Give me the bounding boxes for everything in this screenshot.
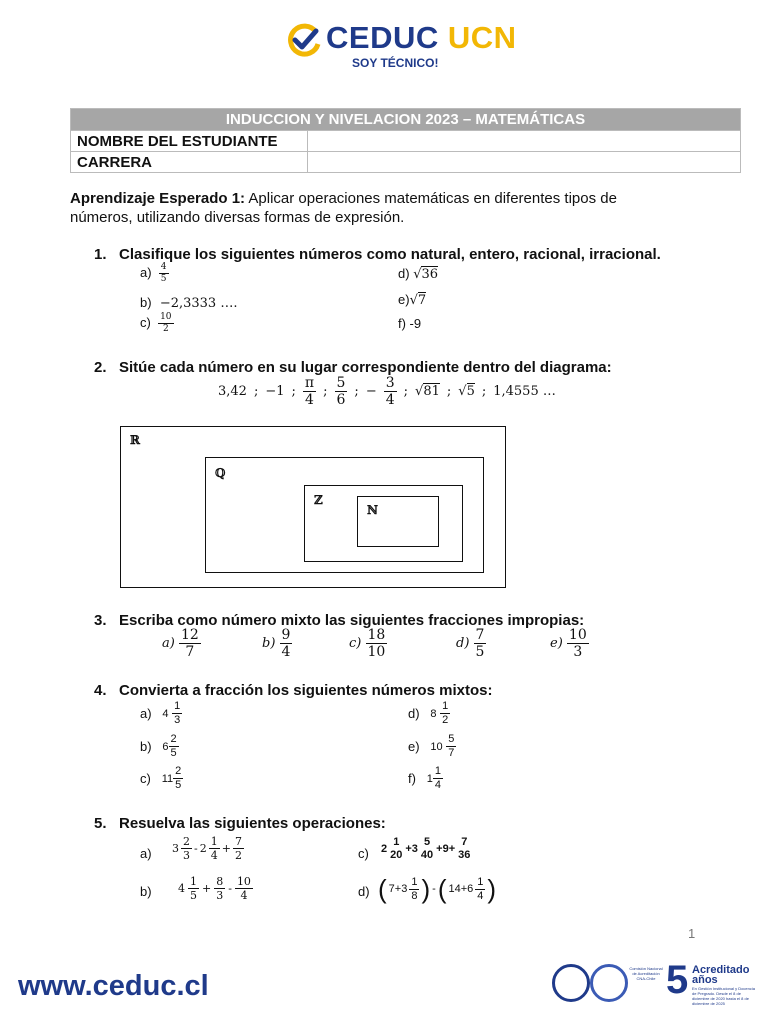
- sge-seal-icon: [590, 964, 628, 1002]
- q1-item-d: d) √36: [398, 266, 439, 282]
- q3-item-c: c) $\frac{18}{10}$: [349, 627, 386, 660]
- set-real-label: ℝ: [130, 433, 140, 447]
- q5-label-d: d): [358, 884, 370, 899]
- q5-expression-c: 2 1 20 +3 5 40 +9+ 7 36: [381, 836, 471, 861]
- question-1-title: 1. Clasifique los siguientes números como natural, entero, racional, irracional.: [94, 246, 661, 263]
- ceduc-ucn-logo: [286, 20, 517, 76]
- q1-item-b: b) −2,3333 ….: [140, 295, 238, 311]
- q5-label-b: b): [140, 884, 152, 899]
- accreditation-detail: En Gestión Institucional y Docencia de Pregrado. Desde el 8 de diciembre de 2020 hasta el 8 de diciembre de 2025: [692, 986, 755, 1006]
- question-2-title: 2. Sitúe cada número en su lugar correspondiente dentro del diagrama:: [94, 359, 612, 376]
- student-name-label: NOMBRE DEL ESTUDIANTE: [71, 131, 308, 152]
- accreditation-label: Acreditado años: [692, 964, 750, 986]
- question-5-title: 5. Resuelva las siguientes operaciones:: [94, 815, 386, 832]
- student-info-table: [70, 108, 741, 173]
- set-integer-label: ℤ: [314, 493, 323, 507]
- question-4-title: 4. Convierta a fracción los siguientes números mixtos:: [94, 682, 493, 699]
- career-field[interactable]: [308, 152, 741, 173]
- q3-item-e: e) $\frac{10}{3}$: [550, 627, 587, 660]
- q5-label-a: a): [140, 846, 152, 861]
- set-natural-label: ℕ: [367, 503, 378, 517]
- q1-item-a: a) $\frac{4}{5}$: [140, 262, 167, 284]
- q4-item-d: d) 8 $\frac{1}{2}$: [408, 700, 449, 726]
- table-title: INDUCCION Y NIVELACION 2023 – MATEMÁTICAS: [71, 109, 741, 131]
- learning-objective: Aprendizaje Esperado 1: Aplicar operaciones matemáticas en diferentes tipos de números, utilizando diversas formas de expresión.: [70, 190, 617, 226]
- q1-item-e: e)√7: [398, 292, 427, 308]
- check-circle-icon: [286, 22, 322, 58]
- cna-logo: Comisión Nacional de Acreditación CNA-Chile: [629, 966, 663, 981]
- q3-item-d: d) $\frac{7}{5}$: [456, 627, 485, 660]
- accreditation-years: 5: [666, 958, 689, 1002]
- q3-item-a: a) $\frac{12}{7}$: [162, 627, 199, 660]
- q4-item-b: b) 6 $\frac{2}{5}$: [140, 733, 177, 759]
- ucn-seal-icon: [552, 964, 590, 1002]
- career-label: CARRERA: [71, 152, 308, 173]
- set-rational-label: ℚ: [215, 466, 226, 480]
- q2-number-list: 3,42 ; −1 ; $\frac{\pi}{4}$ ; $\frac{5}{6}$ ; − $\frac{3}{4}$ ; √81 ; √5 ; 1,4555 …: [218, 375, 556, 408]
- q4-item-c: c) 11 $\frac{2}{5}$: [140, 765, 182, 791]
- logo-wordmark: CEDUC UCN: [326, 20, 517, 55]
- q4-item-f: f) 1 $\frac{1}{4}$: [408, 765, 442, 791]
- student-name-field[interactable]: [308, 131, 741, 152]
- accreditation-badges: [550, 958, 760, 1006]
- logo-tagline: SOY TÉCNICO!: [352, 56, 439, 70]
- page-number: 1: [688, 926, 696, 941]
- q1-item-c: c) $\frac{10}{2}$: [140, 312, 172, 334]
- q4-item-a: a) 4 $\frac{1}{3}$: [140, 700, 181, 726]
- q1-item-f: f) -9: [398, 316, 422, 331]
- question-3-title: 3. Escriba como número mixto las siguientes fracciones impropias:: [94, 612, 585, 629]
- q5-expression-a: 3 $\frac{2}{3}$ - 2 $\frac{1}{4}$ + $\frac{7}{2}$: [172, 835, 242, 862]
- q5-expression-d: ( 7+3 $\frac{1}{8}$ ) - ( 14+6 $\frac{1}{4}$ ): [378, 874, 497, 904]
- q4-item-e: e) 10 $\frac{5}{7}$: [408, 733, 455, 759]
- q5-expression-b: 4 $\frac{1}{5}$ + $\frac{8}{3}$ - $\frac{10}{4}$: [178, 875, 251, 902]
- q5-label-c: c): [358, 846, 369, 861]
- website-link[interactable]: www.ceduc.cl: [18, 970, 209, 1002]
- q3-item-b: b) $\frac{9}{4}$: [262, 627, 291, 660]
